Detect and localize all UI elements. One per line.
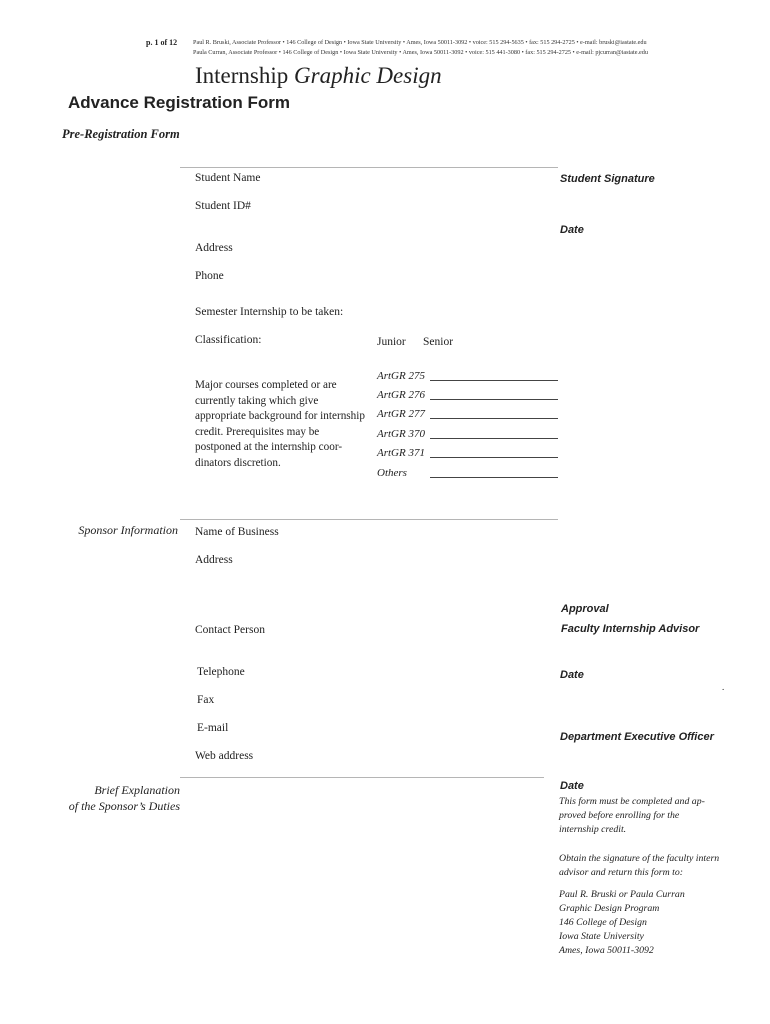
return-address-line: Graphic Design Program	[559, 903, 660, 914]
advisor-date-label: Date	[560, 669, 584, 681]
sponsor-address-label: Address	[195, 554, 233, 566]
course-line-371[interactable]	[430, 457, 558, 458]
web-address-label: Web address	[195, 750, 254, 762]
return-instruction: Obtain the signature of the faculty intern advisor and return this form to:	[559, 853, 720, 878]
semester-label: Semester Internship to be taken:	[195, 306, 344, 318]
course-artgr-277: ArtGR 277	[377, 408, 425, 420]
return-address-line: Iowa State University	[559, 931, 644, 942]
business-name-label: Name of Business	[195, 526, 279, 538]
course-artgr-276: ArtGR 276	[377, 389, 425, 401]
student-id-label: Student ID#	[195, 200, 251, 212]
classification-label: Classification:	[195, 334, 262, 346]
course-artgr-370: ArtGR 370	[377, 428, 425, 440]
stray-dot: .	[722, 682, 725, 692]
classification-junior[interactable]: Junior	[377, 336, 406, 348]
document-title	[195, 63, 442, 89]
student-address-label: Address	[195, 242, 233, 254]
duties-heading-line2: of the Sponsor’s Duties	[68, 799, 180, 813]
contact-line-bruski: Paul R. Bruski, Associate Professor • 146 College of Design • Iowa State University • Ames, Iowa 50011-3092 • voice: 515 294-5635 • fax: 515 294-2725 • e-mail: bruski@iastate.edu	[193, 39, 647, 46]
dept-date-label: Date	[560, 780, 584, 792]
course-line-others[interactable]	[430, 477, 558, 478]
title-italic: Graphic Design	[294, 63, 442, 88]
student-name-label: Student Name	[195, 172, 261, 184]
page-number: p. 1 of 12	[146, 38, 178, 47]
duties-heading-line1: Brief Explanation	[94, 783, 180, 797]
approval-label: Approval	[561, 603, 609, 615]
email-label: E-mail	[197, 722, 229, 734]
course-line-276[interactable]	[430, 399, 558, 400]
courses-description: Major courses completed or are currently taking which give appropriate background for internship credit. Prerequisites may be postponed at the internship coor-dinators discretion.	[195, 379, 365, 469]
duties-heading	[20, 782, 180, 814]
student-phone-label: Phone	[195, 270, 224, 282]
fax-label: Fax	[197, 694, 215, 706]
classification-senior[interactable]: Senior	[423, 336, 454, 348]
faculty-advisor-label: Faculty Internship Advisor	[561, 623, 700, 635]
course-artgr-275: ArtGR 275	[377, 370, 425, 382]
contact-line-curran: Paula Curran, Associate Professor • 146 College of Design • Iowa State University • Ames, Iowa 50011-3092 • voice: 515 441-3080 • fax: 515 294-2725 • e-mail: pjcurran@iastate.edu	[193, 49, 648, 56]
completion-note: This form must be completed and ap-proved before enrolling for the internship credit.	[559, 796, 705, 835]
course-line-370[interactable]	[430, 438, 558, 439]
dept-officer-label: Department Executive Officer	[560, 731, 714, 743]
student-date-label: Date	[560, 224, 584, 236]
course-line-277[interactable]	[430, 418, 558, 419]
divider-top	[180, 167, 558, 168]
course-others: Others	[377, 467, 407, 479]
return-address	[559, 888, 749, 958]
divider-duties	[180, 777, 544, 778]
title-plain: Internship	[195, 63, 289, 88]
pre-registration-heading: Pre-Registration Form	[62, 127, 180, 141]
student-signature-label: Student Signature	[560, 173, 655, 185]
return-address-line: 146 College of Design	[559, 917, 647, 928]
course-line-275[interactable]	[430, 380, 558, 381]
contact-person-label: Contact Person	[195, 624, 265, 636]
divider-sponsor	[180, 519, 558, 520]
return-address-line: Paul R. Bruski or Paula Curran	[559, 889, 685, 900]
course-artgr-371: ArtGR 371	[377, 447, 425, 459]
form-title: Advance Registration Form	[68, 93, 290, 112]
sponsor-heading: Sponsor Information	[78, 523, 178, 537]
return-address-line: Ames, Iowa 50011-3092	[559, 945, 654, 956]
telephone-label: Telephone	[197, 666, 245, 678]
